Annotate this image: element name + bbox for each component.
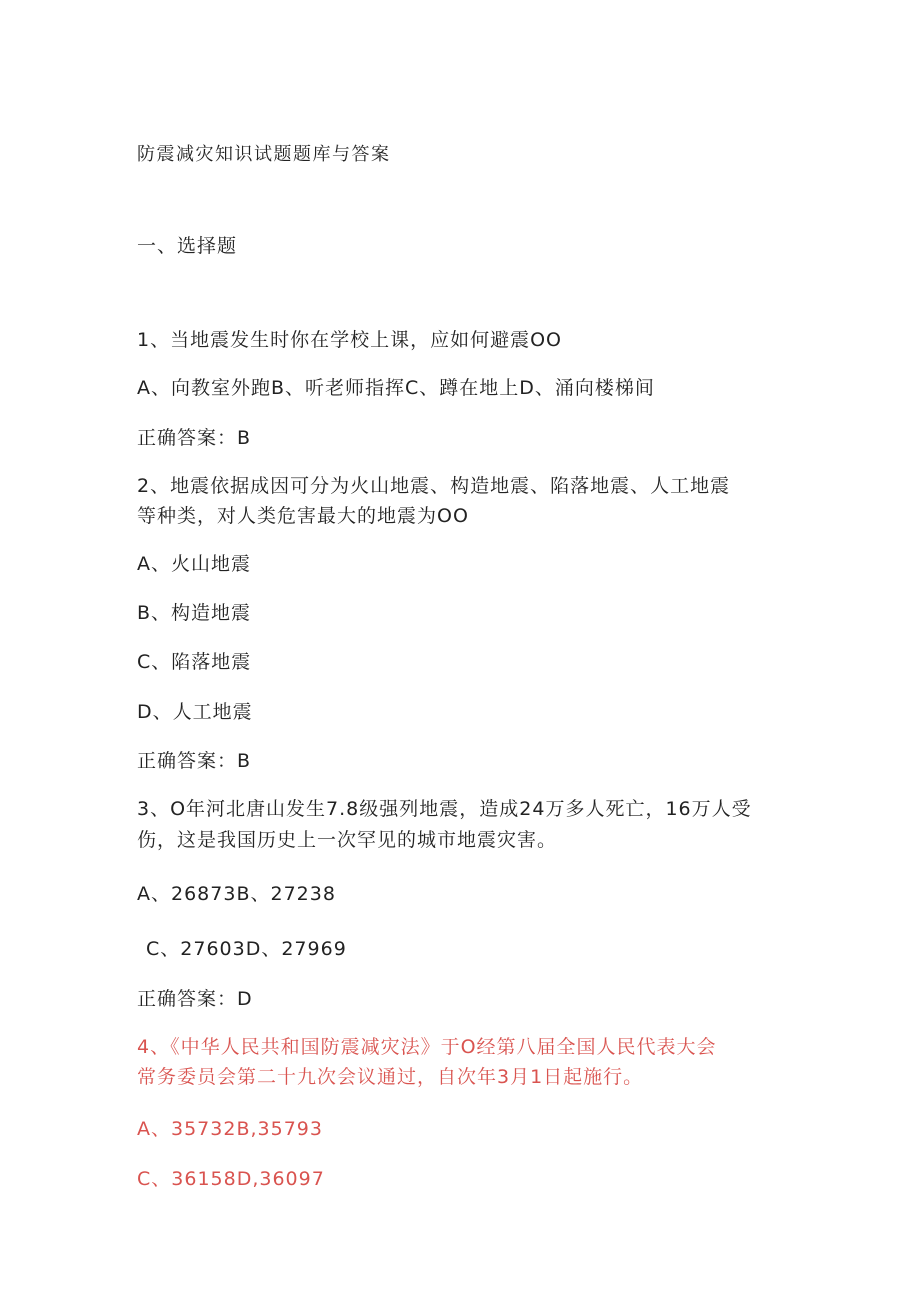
question-1-options: A、向教室外跑B、听老师指挥C、蹲在地上D、涌向楼梯间 xyxy=(137,377,655,399)
question-2-option-b: B、构造地震 xyxy=(137,602,252,624)
question-2-option-d: D、人工地震 xyxy=(137,701,253,723)
question-4-text-line2: 常务委员会第二十九次会议通过，自次年3月1日起施行。 xyxy=(137,1066,644,1088)
question-3-text-line2: 伤，这是我国历史上一次罕见的城市地震灾害。 xyxy=(137,829,558,851)
question-1-answer: 正确答案：B xyxy=(137,427,252,449)
question-4-options-cd: C、36158D,36097 xyxy=(137,1168,325,1190)
question-2-option-c: C、陷落地震 xyxy=(137,651,252,673)
question-1-text: 1、当地震发生时你在学校上课，应如何避震OO xyxy=(137,329,562,351)
question-2-option-a: A、火山地震 xyxy=(137,553,251,575)
question-3-answer: 正确答案：D xyxy=(137,988,253,1010)
question-4-options-ab: A、35732B,35793 xyxy=(137,1118,323,1140)
question-2-text-line2: 等种类，对人类危害最大的地震为OO xyxy=(137,505,469,527)
document-title: 防震减灾知识试题题库与答案 xyxy=(137,144,391,165)
question-4-text-line1: 4、《中华人民共和国防震减灾法》于O经第八届全国人民代表大会 xyxy=(137,1036,717,1058)
question-3-options-ab: A、26873B、27238 xyxy=(137,883,336,905)
section-heading: 一、选择题 xyxy=(137,235,238,257)
question-2-text-line1: 2、地震依据成因可分为火山地震、构造地震、陷落地震、人工地震 xyxy=(137,475,731,497)
question-2-answer: 正确答案：B xyxy=(137,750,252,772)
question-3-options-cd: C、27603D、27969 xyxy=(146,938,347,960)
question-3-text-line1: 3、O年河北唐山发生7.8级强列地震，造成24万多人死亡，16万人受 xyxy=(137,798,752,820)
